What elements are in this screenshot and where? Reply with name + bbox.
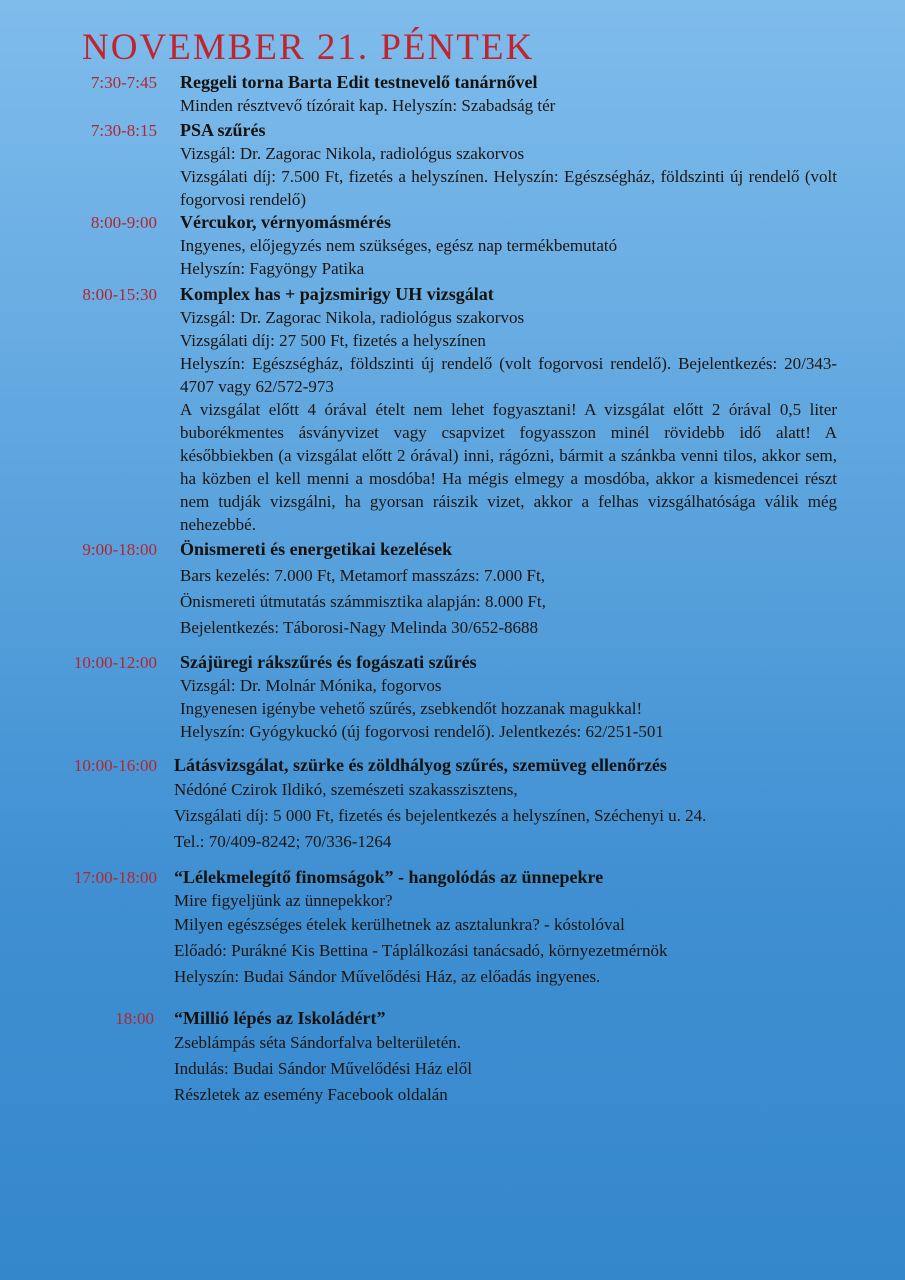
event-title: PSA szűrés <box>180 120 266 140</box>
event-title: Vércukor, vérnyomásmérés <box>180 212 391 232</box>
event-time: 17:00-18:00 <box>73 868 157 887</box>
event-line: Vizsgál: Dr. Zagorac Nikola, radiológus szakorvos <box>180 144 525 163</box>
event-time: 10:00-12:00 <box>73 653 157 672</box>
event-line: Milyen egészséges ételek kerülhetnek az asztalunkra? - kóstolóval <box>174 915 625 934</box>
event-line: Vizsgálati díj: 7.500 Ft, fizetés a helyszínen. Helyszín: Egészségház, földszinti új rendelő (volt fogorvosi rendelő) <box>180 167 837 209</box>
event-time: 18:00 <box>115 1009 154 1028</box>
event-line: Zseblámpás séta Sándorfalva belterületén. <box>174 1033 461 1052</box>
event-line: Részletek az esemény Facebook oldalán <box>174 1085 448 1104</box>
event-time: 10:00-16:00 <box>73 756 157 775</box>
event-title: Önismereti és energetikai kezelések <box>180 539 453 559</box>
event-line: Tel.: 70/409-8242; 70/336-1264 <box>174 832 392 851</box>
event-line: Vizsgál: Dr. Zagorac Nikola, radiológus szakorvos <box>180 308 525 327</box>
event-time: 9:00-18:00 <box>82 540 157 559</box>
event-line: Mire figyeljünk az ünnepekkor? <box>174 891 393 910</box>
event-content <box>174 1007 831 1108</box>
event-line: Helyszín: Budai Sándor Művelődési Ház, az előadás ingyenes. <box>174 967 601 986</box>
event-content <box>180 283 837 536</box>
event-title: Látásvizsgálat, szürke és zöldhályog szűrés, szemüveg ellenőrzés <box>174 755 667 775</box>
event-time: 7:30-7:45 <box>90 73 157 92</box>
event-line: Helyszín: Egészségház, földszinti új rendelő (volt fogorvosi rendelő). Bejelentkezés: 20/343-4707 vagy 62/572-973 <box>180 354 837 396</box>
event-time: 8:00-15:30 <box>82 285 157 304</box>
event-content <box>174 866 831 990</box>
event-title: Szájüregi rákszűrés és fogászati szűrés <box>180 652 477 672</box>
event-line: Bars kezelés: 7.000 Ft, Metamorf masszázs: 7.000 Ft, <box>180 566 545 585</box>
event-line: Önismereti útmutatás számmisztika alapján: 8.000 Ft, <box>180 592 546 611</box>
event-title: “Millió lépés az Iskoládért” <box>174 1008 386 1028</box>
event-line: Bejelentkezés: Táborosi-Nagy Melinda 30/652-8688 <box>180 618 539 637</box>
event-line: A vizsgálat előtt 4 órával ételt nem lehet fogyasztani! A vizsgálat előtt 2 órával 0,5 liter buborékmentes ásványvizet vagy csapvizet fogyasszon minél rövidebb idő alatt! A későbbiekben (a vizsgálat előtt 2 órával) inni, rágózni, bármit a szánkba venni tilos, akkor sem, ha közben el kell menni a mosdóba! Ha mégis elmegy a mosdóba, akkor a kismedencei részt nem tudják vizsgálni, ha gyorsan ráiszik vizet, akkor a felhas vizsgálhatósága válik még nehezebbé. <box>180 400 837 534</box>
event-line: Nédóné Czirok Ildikó, szemészeti szakasszisztens, <box>174 780 518 799</box>
event-time: 8:00-9:00 <box>90 213 157 232</box>
page-title: NOVEMBER 21. PÉNTEK <box>82 27 535 68</box>
event-title: Komplex has + pajzsmirigy UH vizsgálat <box>180 284 494 304</box>
event-content <box>180 71 837 117</box>
event-line: Vizsgál: Dr. Molnár Mónika, fogorvos <box>180 676 442 695</box>
event-content <box>174 754 831 855</box>
event-line: Vizsgálati díj: 5 000 Ft, fizetés és bejelentkezés a helyszínen, Széchenyi u. 24. <box>174 806 707 825</box>
event-line: Helyszín: Gyógykuckó (új fogorvosi rendelő). Jelentkezés: 62/251-501 <box>180 722 664 741</box>
event-content <box>180 119 837 211</box>
event-line: Helyszín: Fagyöngy Patika <box>180 259 365 278</box>
event-time: 7:30-8:15 <box>90 121 157 140</box>
event-line: Minden résztvevő tízórait kap. Helyszín: Szabadság tér <box>180 96 556 115</box>
event-line: Indulás: Budai Sándor Művelődési Ház elől <box>174 1059 472 1078</box>
event-line: Előadó: Purákné Kis Bettina - Táplálkozási tanácsadó, környezetmérnök <box>174 941 668 960</box>
event-content <box>180 211 837 280</box>
event-line: Ingyenesen igénybe vehető szűrés, zsebkendőt hozzanak magukkal! <box>180 699 643 718</box>
event-title: “Lélekmelegítő finomságok” - hangolódás az ünnepekre <box>174 867 604 887</box>
event-title: Reggeli torna Barta Edit testnevelő tanárnővel <box>180 72 538 92</box>
event-content <box>180 538 837 641</box>
event-line: Vizsgálati díj: 27 500 Ft, fizetés a helyszínen <box>180 331 486 350</box>
event-line: Ingyenes, előjegyzés nem szükséges, egész nap termékbemutató <box>180 236 618 255</box>
event-content <box>180 651 837 743</box>
